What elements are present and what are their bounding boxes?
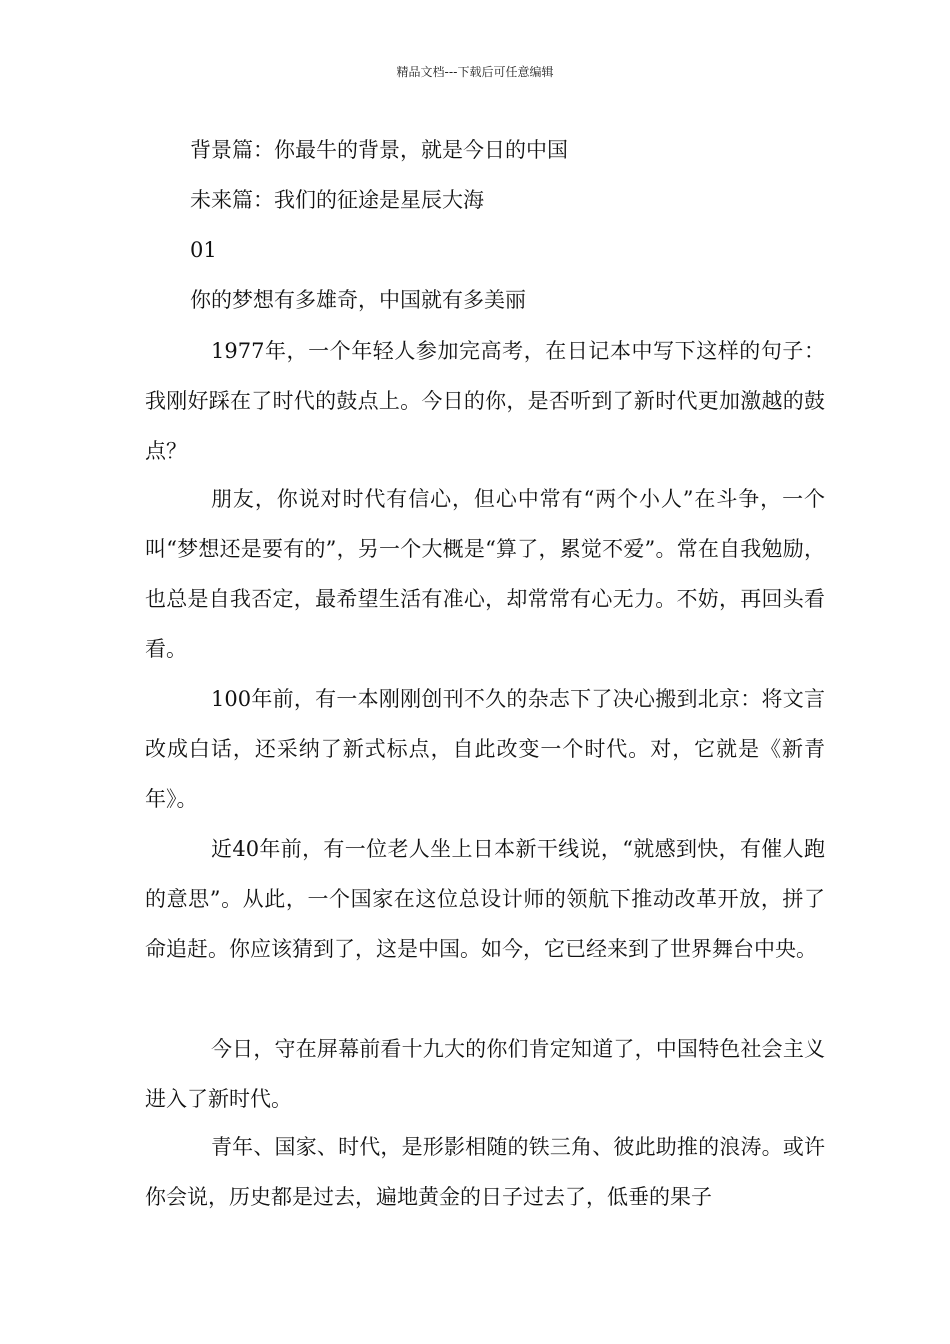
section-title-future: 未来篇：我们的征途是星辰大海: [190, 188, 484, 212]
body-paragraph: 朋友，你说对时代有信心，但心中常有“两个小人”在斗争，一个叫“梦想还是要有的”，另一个大概是“算了，累觉不爱”。常在自我勉励，也总是自我否定，最希望生活有准心，却常常有心无力。不妨，再回头看看。: [145, 487, 825, 661]
section-number: 01: [190, 238, 217, 262]
body-paragraph: 1977年，一个年轻人参加完高考，在日记本中写下这样的句子：我刚好踩在了时代的鼓点上。今日的你，是否听到了新时代更加激越的鼓点？: [145, 339, 825, 463]
body-paragraph: 青年、国家、时代，是形影相随的铁三角、彼此助推的浪涛。或许你会说，历史都是过去，遍地黄金的日子过去了，低垂的果子: [145, 1135, 825, 1209]
page-header: 精品文档---下载后可任意编辑: [396, 65, 554, 79]
body-paragraph: 近40年前，有一位老人坐上日本新干线说，“就感到快，有催人跑的意思”。从此，一个国家在这位总设计师的领航下推动改革开放，拼了命追赶。你应该猜到了，这是中国。如今，它已经来到了世界舞台中央。: [145, 837, 825, 961]
body-paragraph: 今日，守在屏幕前看十九大的你们肯定知道了，中国特色社会主义进入了新时代。: [145, 1037, 825, 1111]
section-title-background: 背景篇：你最牛的背景，就是今日的中国: [190, 138, 568, 162]
section-subtitle: 你的梦想有多雄奇，中国就有多美丽: [190, 288, 526, 312]
body-paragraph: 100年前，有一本刚刚创刊不久的杂志下了决心搬到北京：将文言改成白话，还采纳了新式标点，自此改变一个时代。对，它就是《新青年》。: [145, 687, 825, 811]
